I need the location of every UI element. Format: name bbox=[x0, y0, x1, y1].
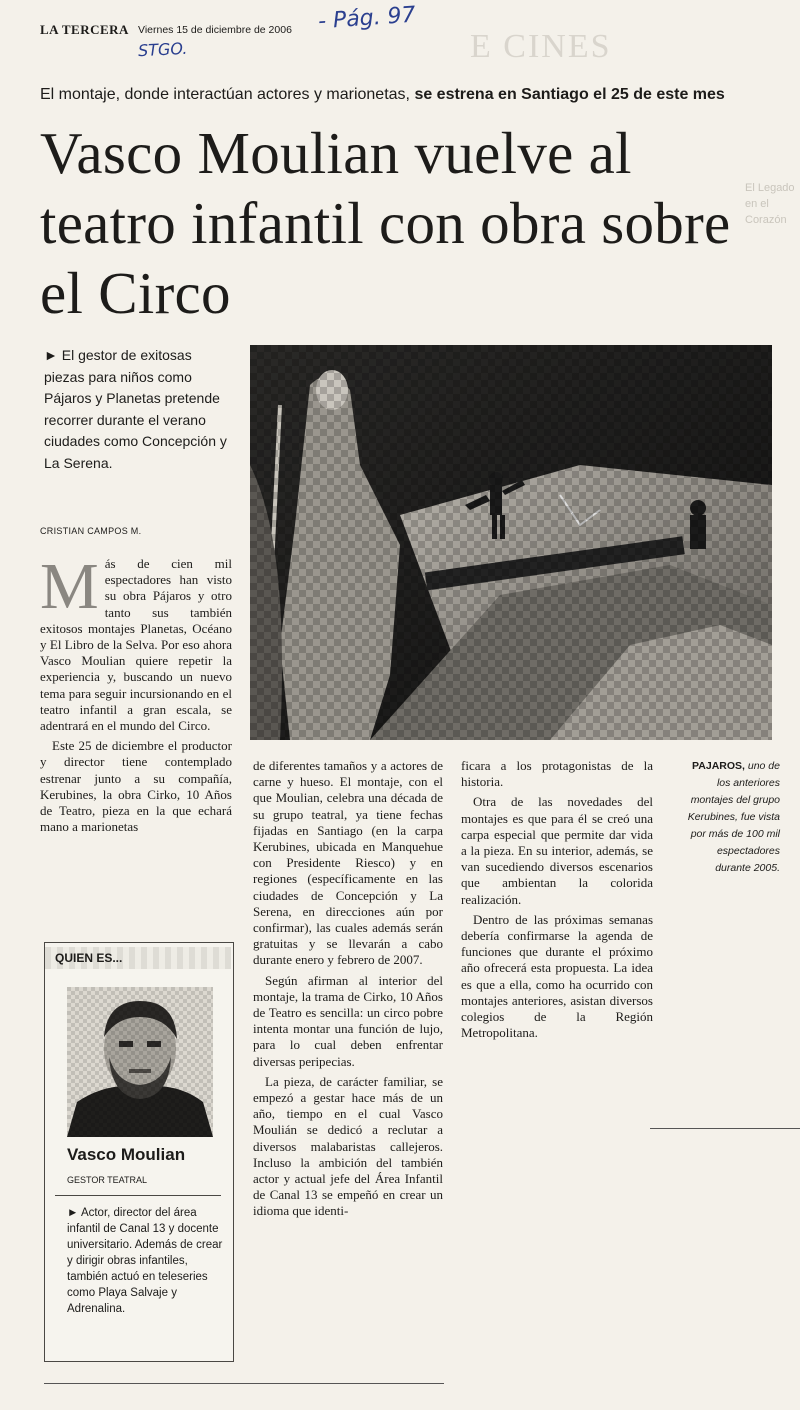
body-column-1 bbox=[40, 550, 232, 839]
handwritten-city-note: STGO. bbox=[137, 38, 188, 61]
kicker-bold: se estrena en Santiago el 25 de este mes bbox=[414, 86, 725, 103]
portrait-illustration bbox=[67, 987, 213, 1137]
photo-caption-bold: PAJAROS, bbox=[692, 760, 745, 772]
body-paragraph: de diferentes tamaños y a actores de carne y hueso. El montaje, con el que Moulian, celebra una década de su grupo teatral, ya tiene fechas fijadas en Santiago (en la carpa Kerubines, ubicada en Manquehue con Presidente Riesco) y en regiones (específicamente en las ciudades de Concepción y La Serena, en direcciones aún por confirmar), las cuales además serán gratuitas y se llevarán a cabo durante enero y febrero de 2007. bbox=[253, 758, 443, 968]
body-paragraph bbox=[40, 550, 232, 734]
byline: CRISTIAN CAMPOS M. bbox=[40, 526, 142, 536]
body-column-3 bbox=[461, 758, 653, 1045]
handwritten-page-note: - Pág. 97 bbox=[317, 2, 417, 35]
headline: Vasco Moulian vuelve al teatro infantil con obra sobre el Circo bbox=[40, 120, 731, 326]
body-paragraph: Según afirman al interior del montaje, la trama de Cirko, 10 Años de Teatro es sencilla: un circo pobre intenta montar una función de lujo, para lo cual deben enfrentar diversas peripecias. bbox=[253, 972, 443, 1069]
quien-es-heading: QUIEN ES... bbox=[55, 951, 123, 965]
column-divider bbox=[650, 1128, 800, 1129]
dropcap: M bbox=[40, 550, 99, 623]
faded-neighbor-heading: E CINES bbox=[470, 28, 612, 65]
body-paragraph: ficara a los protagonistas de la historia. bbox=[461, 758, 653, 790]
quien-es-name: Vasco Moulian bbox=[67, 1145, 186, 1164]
stage-photo bbox=[250, 345, 772, 740]
body-paragraph: Dentro de las próximas semanas debería confirmarse la agenda de funciones que durante el próximo año ofrecerá esta propuesta. La idea es que a ella, como ha ocurrido con montajes anteriores, asistan diversos colegios de la Región Metropolitana. bbox=[461, 911, 653, 1041]
body-column-2 bbox=[253, 758, 443, 1224]
kicker-plain: El montaje, donde interactúan actores y marionetas, bbox=[40, 86, 410, 103]
bottom-divider bbox=[44, 1383, 444, 1384]
body-paragraph: Otra de las novedades del montajes es que para él se creó una carpa especial que permite dar vida a la pieza. En su interior, además, se van sucediendo diversos escenarios que ambientan la colorida realización. bbox=[461, 794, 653, 907]
photo-caption bbox=[680, 758, 780, 877]
photo-caption-text: uno de los anteriores montajes del grupo Kerubines, fue vista por más de 100 mil espectadores durante 2005. bbox=[687, 760, 780, 874]
body-paragraph: La pieza, de carácter familiar, se empezó a gestar hace más de un año, tiempo en el cual Vasco Moulián se dedicó a reclutar a diversos malabaristas callejeros. Incluso la ambición del también actor y actual jefe del Área Infantil de Canal 13 se empeñó en crear un idioma que identi- bbox=[253, 1073, 443, 1219]
body-paragraph-text: ás de cien mil espectadores han visto su obra Pájaros y otro tanto sus también exitosos montajes Planetas, Océano y El Libro de la Selva. Por eso ahora Vasco Moulian quiere repetir la experiencia y, buscando un nuevo tema para seguir incursionando en el teatro infantil a gran escala, se adentrará en el mundo del Circo. bbox=[40, 556, 232, 734]
faded-neighbor-snippet: El Legado en el Corazón bbox=[745, 182, 795, 226]
body-paragraph: Este 25 de diciembre el productor y director tiene contemplado estrenar junto a su compañía, Kerubines, la obra Cirko, 10 Años de Teatro, pieza en la que echará mano a marionetas bbox=[40, 738, 232, 835]
quien-es-bio: ► Actor, director del área infantil de Canal 13 y docente universitario. Además de crear y dirigir obras infantiles, también actuó en teleseries como Playa Salvaje y Adrenalina. bbox=[67, 1207, 223, 1315]
avatar bbox=[67, 987, 213, 1137]
masthead: LA TERCERA bbox=[40, 22, 129, 37]
quien-es-box bbox=[44, 942, 234, 1362]
lead-paragraph: ► El gestor de exitosas piezas para niños como Pájaros y Planetas pretende recorrer durante el verano ciudades como Concepción y La Serena. bbox=[44, 347, 227, 471]
quien-es-divider bbox=[55, 1195, 221, 1196]
quien-es-role: GESTOR TEATRAL bbox=[67, 1175, 148, 1185]
kicker bbox=[40, 86, 780, 104]
publication-date: Viernes 15 de diciembre de 2006 bbox=[138, 24, 292, 36]
stage-photo-illustration bbox=[250, 345, 772, 740]
